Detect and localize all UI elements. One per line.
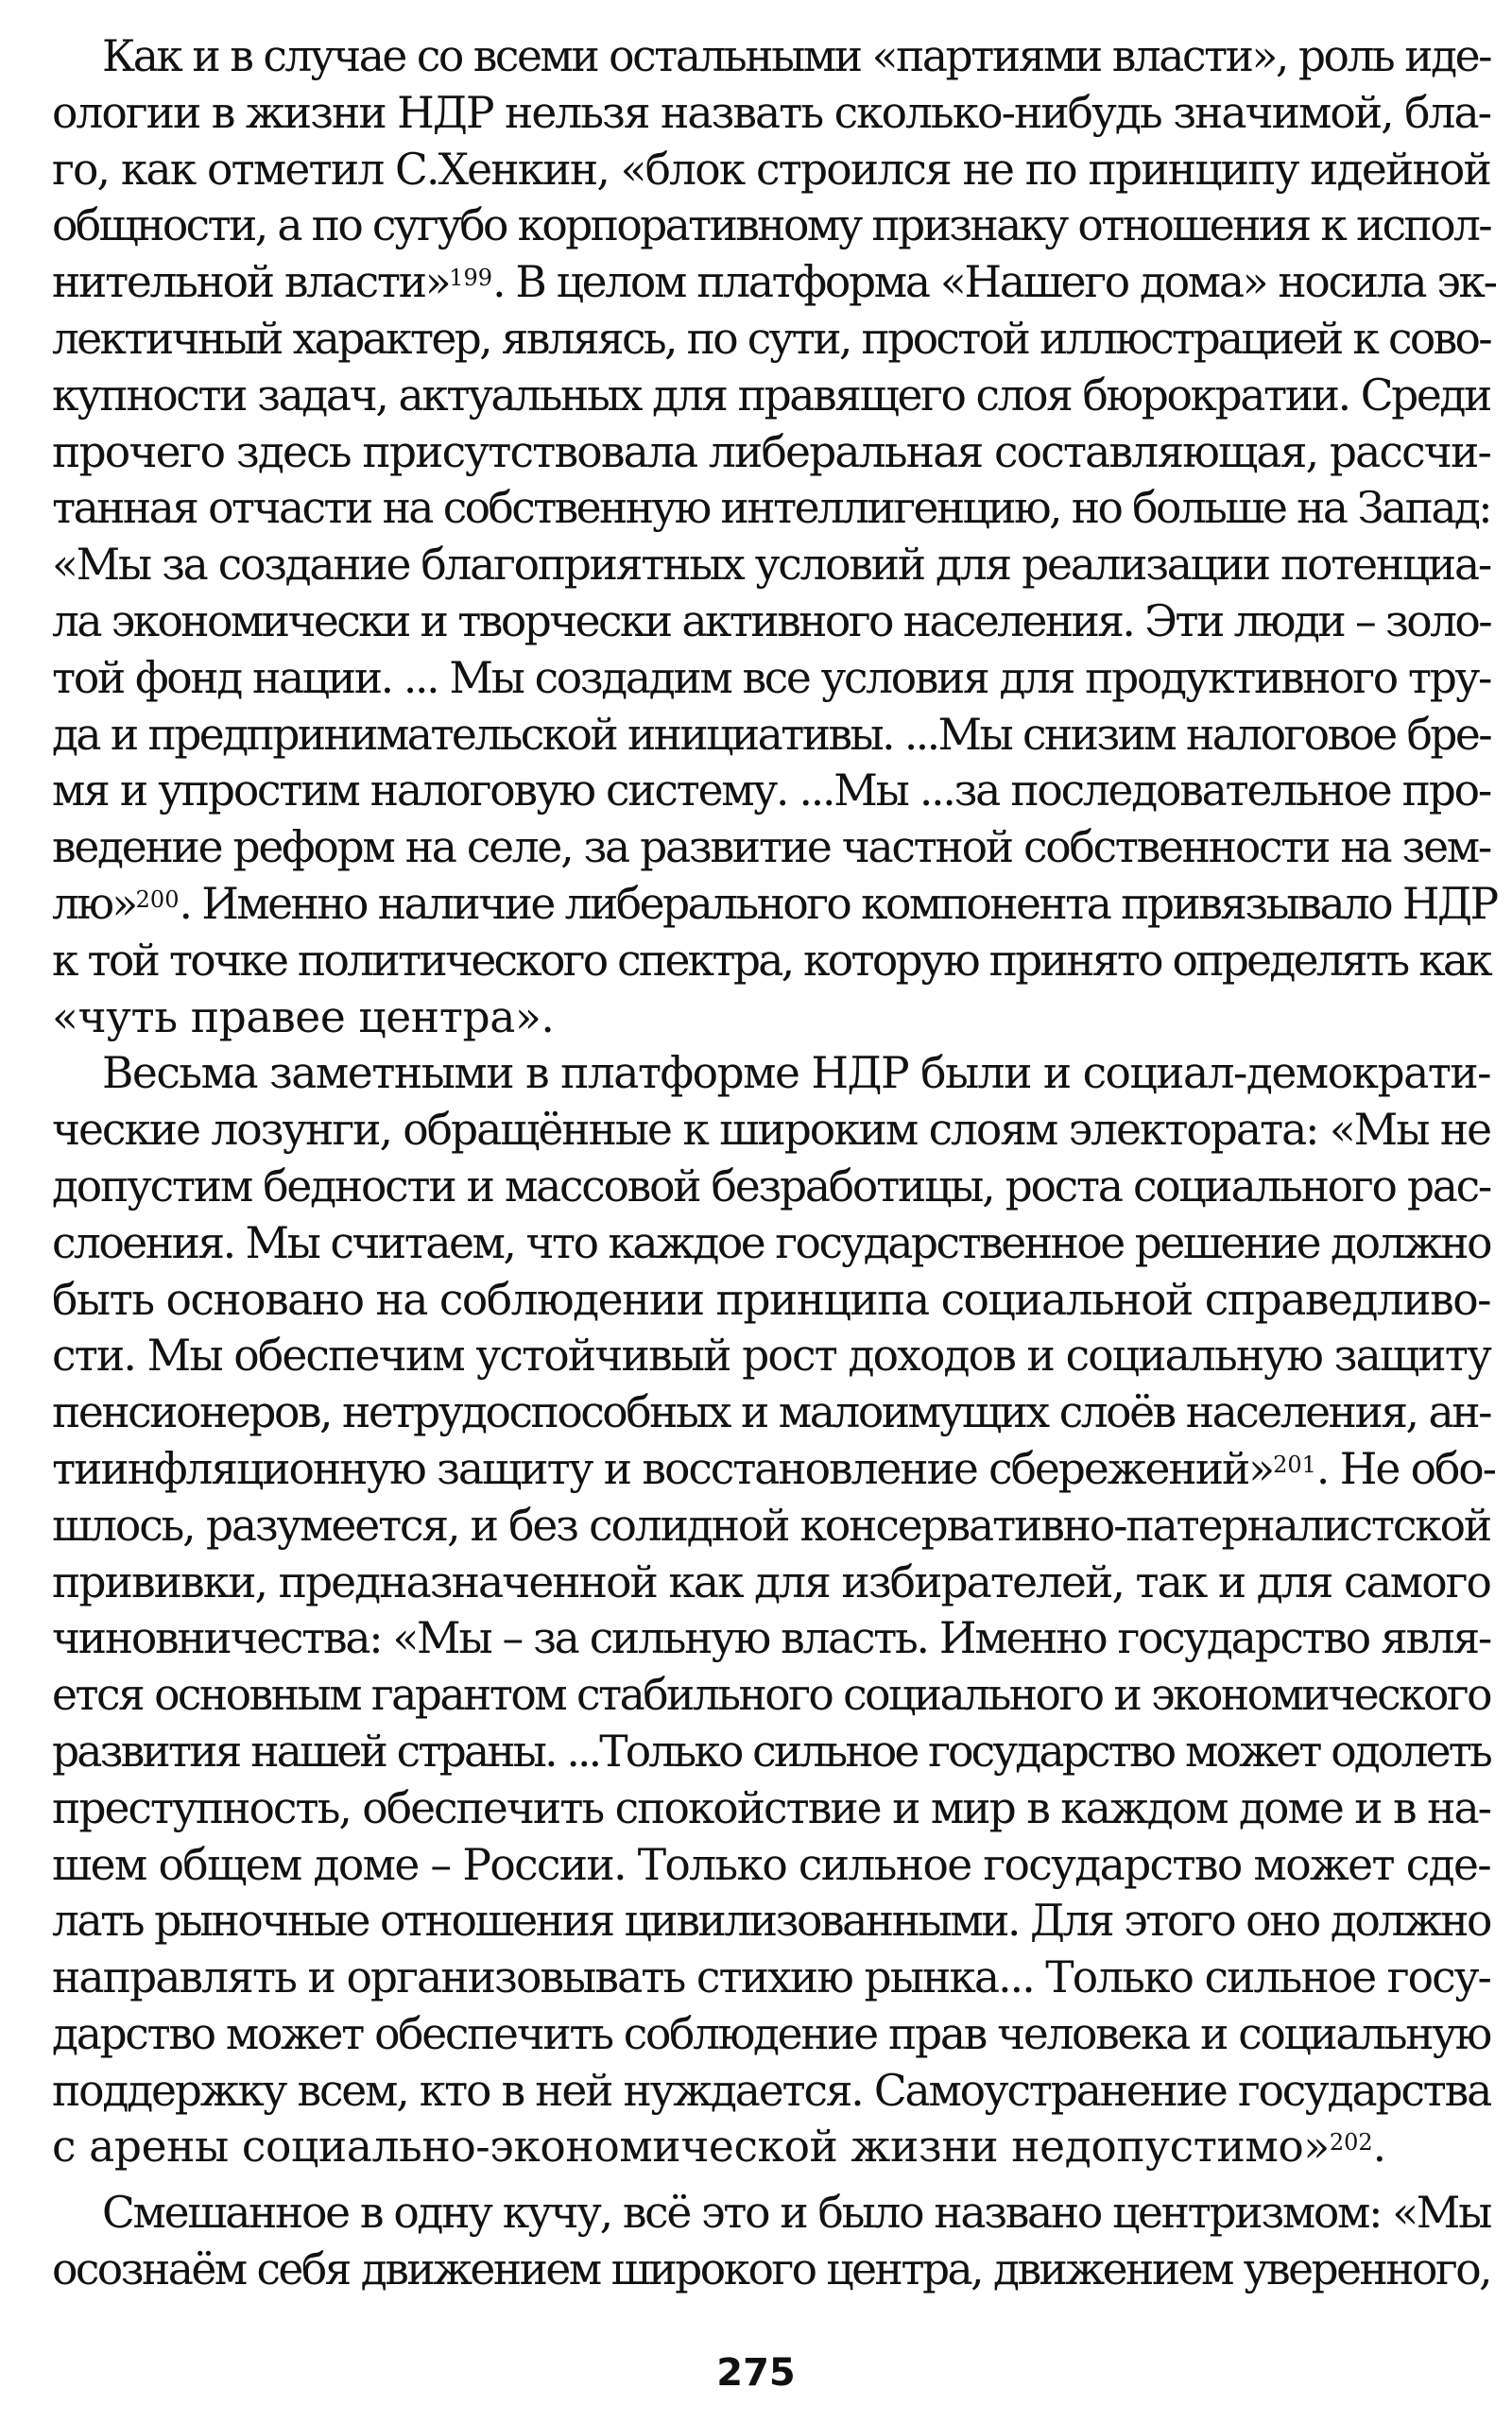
line-text: слоения. Мы считаем, что каждое государственное решение должно	[52, 1217, 1490, 1268]
paragraph-first-line	[52, 28, 1490, 85]
text-line	[52, 368, 1490, 424]
text-line	[52, 2242, 1490, 2298]
text-line	[52, 424, 1490, 481]
line-text: «чуть правее центра».	[52, 991, 555, 1042]
line-text-continued: .	[1372, 2122, 1386, 2173]
line-text: дарство может обеспечить соблюдение прав человека и социальную	[52, 2008, 1490, 2059]
footnote-ref: 202	[1329, 2129, 1373, 2157]
line-text: нительной власти»	[52, 257, 450, 308]
line-text: общности, а по сугубо корпоративному признаку отношения к испол-	[52, 200, 1490, 251]
line-text: развития нашей страны. ...Только сильное государство может одолеть	[52, 1726, 1490, 1777]
line-text: к той точке политического спектра, которую принято определять как	[52, 935, 1491, 986]
text-line	[52, 198, 1490, 254]
line-text: Как и в случае со всеми остальными «партиями власти», роль иде-	[102, 31, 1490, 81]
text-line	[52, 1441, 1495, 1498]
text-line	[52, 254, 1496, 311]
text-line	[52, 142, 1490, 198]
line-text: ла экономически и творчески активного населения. Эти люди – золо-	[52, 595, 1491, 646]
text-line	[52, 763, 1490, 819]
line-text: лю»	[52, 878, 136, 929]
text-line	[52, 819, 1490, 876]
text-line	[52, 311, 1490, 368]
line-text: танная отчасти на собственную интеллигенцию, но больше на Запад:	[52, 483, 1491, 534]
text-line	[52, 1950, 1490, 2006]
text-line	[52, 1102, 1490, 1159]
line-text: Смешанное в одну кучу, всё это и было названо центризмом: «Мы	[102, 2188, 1490, 2239]
text-line	[52, 1328, 1490, 1384]
line-text: направлять и организовывать стихию рынка... Только сильное госу-	[52, 1952, 1490, 2003]
text-line	[52, 1724, 1490, 1780]
line-text: Весьма заметными в платформе НДР были и социал-демократи-	[102, 1048, 1491, 1099]
text-line	[52, 85, 1490, 142]
line-text: чиновничества: «Мы – за сильную власть. Именно государство явля-	[52, 1613, 1490, 1664]
line-text: шлось, разумеется, и без солидной консервативно-патерналистской	[52, 1500, 1491, 1551]
text-line	[52, 1610, 1490, 1667]
line-text: допустим бедности и массовой безработицы, роста социального рас-	[52, 1160, 1491, 1212]
line-text: тиинфляционную защиту и восстановление сбережений»	[52, 1443, 1274, 1494]
line-text: «Мы за создание благоприятных условий для реализации потенциа-	[52, 540, 1490, 591]
line-text: купности задач, актуальных для правящего слоя бюрократии. Среди	[52, 369, 1490, 421]
paragraph-first-line	[52, 2185, 1490, 2242]
footnote-ref: 201	[1273, 1451, 1316, 1478]
text-line	[52, 1555, 1490, 1611]
line-text: пенсионеров, нетрудоспособных и малоимущих слоёв населения, ан-	[52, 1387, 1490, 1438]
body-text	[52, 28, 1497, 2298]
line-text: лектичный характер, являясь, по сути, простой иллюстрацией к сово-	[52, 313, 1490, 364]
line-text: шем общем доме – России. Только сильное государство может сде-	[52, 1839, 1490, 1890]
paragraph-first-line	[52, 1045, 1490, 1102]
text-line	[52, 989, 1490, 1046]
text-line	[52, 593, 1490, 650]
text-line	[52, 1498, 1490, 1555]
line-text: быть основано на соблюдении принципа социальной справедливо-	[52, 1274, 1490, 1325]
line-text: мя и упростим налоговую систему. ...Мы ...за последовательное про-	[52, 765, 1491, 816]
line-text: ется основным гарантом стабильного социального и экономического	[52, 1670, 1490, 1721]
text-line	[52, 537, 1490, 593]
text-line	[52, 2006, 1490, 2063]
line-text: той фонд нации. ... Мы создадим все условия для продуктивного тру-	[52, 652, 1490, 703]
text-line	[52, 707, 1490, 764]
text-line	[52, 2063, 1490, 2120]
text-line	[52, 933, 1490, 989]
line-text: прививки, предназначенной как для избирателей, так и для самого	[52, 1556, 1490, 1607]
text-line	[52, 1893, 1490, 1950]
text-line	[52, 1215, 1490, 1272]
line-text: ведение реформ на селе, за развитие частной собственности на зем-	[52, 822, 1490, 873]
line-text: с арены социально-экономической жизни недопустимо»	[52, 2122, 1330, 2173]
line-text: прочего здесь присутствовала либеральная составляющая, рассчи-	[52, 426, 1491, 477]
line-text: ческие лозунги, обращённые к широким слоям электората: «Мы не	[52, 1105, 1490, 1156]
text-line	[52, 1837, 1490, 1894]
text-line	[52, 1384, 1490, 1441]
line-text: да и предпринимательской инициативы. ...Мы снизим налоговое бре-	[52, 709, 1490, 760]
line-text: сти. Мы обеспечим устойчивый рост доходов и социальную защиту	[52, 1331, 1490, 1382]
line-text-continued: . В целом платформа «Нашего дома» носила эк-	[492, 257, 1496, 308]
text-line	[52, 480, 1490, 537]
line-text: го, как отметил С.Хенкин, «блок строился не по принципу идейной	[52, 144, 1490, 195]
text-line	[52, 876, 1497, 933]
line-text: лать рыночные отношения цивилизованными. Для этого оно должно	[52, 1896, 1490, 1947]
line-text: ологии в жизни НДР нельзя назвать сколько-нибудь значимой, бла-	[52, 87, 1491, 138]
page-number: 275	[716, 2351, 796, 2395]
line-text-continued: . Именно наличие либерального компонента привязывало НДР	[179, 878, 1497, 929]
text-line	[52, 1667, 1490, 1724]
line-text-continued: . Не обо-	[1315, 1443, 1495, 1494]
footnote-ref: 199	[449, 265, 493, 292]
text-line	[52, 1780, 1490, 1837]
text-line	[52, 650, 1490, 707]
line-text: поддержку всем, кто в ней нуждается. Самоустранение государства	[52, 2065, 1491, 2116]
line-text: преступность, обеспечить спокойствие и мир в каждом доме и в на-	[52, 1782, 1491, 1833]
footnote-ref: 200	[135, 885, 180, 913]
text-line	[52, 1272, 1490, 1329]
line-text: осознаём себя движением широкого центра, движением уверенного,	[52, 2244, 1490, 2295]
text-line	[52, 2119, 1490, 2175]
text-line	[52, 1159, 1490, 1215]
